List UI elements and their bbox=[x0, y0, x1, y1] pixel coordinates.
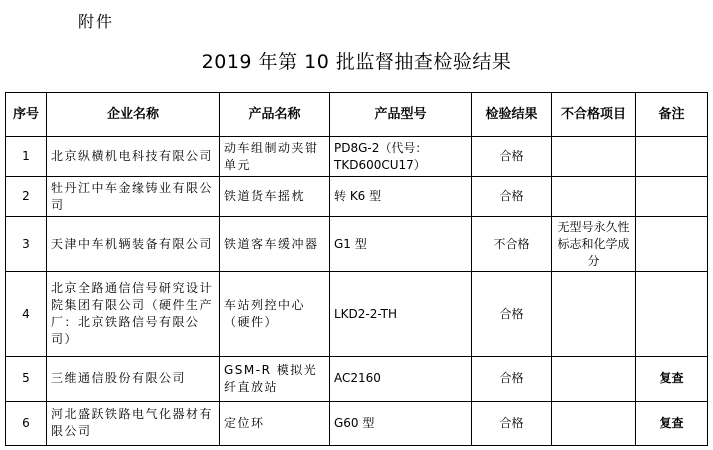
header-defect: 不合格项目 bbox=[552, 93, 636, 137]
cell-no: 2 bbox=[6, 177, 47, 216]
cell-company: 河北盛跃铁路电气化器材有限公司 bbox=[47, 401, 220, 445]
cell-result: 不合格 bbox=[472, 216, 552, 272]
cell-model: PD8G-2（代号：TKD600CU17） bbox=[330, 137, 472, 177]
cell-company: 北京纵横机电科技有限公司 bbox=[47, 137, 220, 177]
cell-no: 3 bbox=[6, 216, 47, 272]
cell-result: 合格 bbox=[472, 177, 552, 216]
cell-remark bbox=[636, 216, 708, 272]
cell-defect bbox=[552, 177, 636, 216]
document-title: 2019 年第 10 批监督抽查检验结果 bbox=[201, 51, 512, 73]
header-model: 产品型号 bbox=[330, 93, 472, 137]
cell-company: 三维通信股份有限公司 bbox=[47, 357, 220, 401]
table-row bbox=[6, 216, 708, 272]
cell-model: G1 型 bbox=[330, 216, 472, 272]
cell-result: 合格 bbox=[472, 272, 552, 357]
cell-product: 动车组制动夹钳单元 bbox=[220, 137, 330, 177]
table-row bbox=[6, 137, 708, 177]
cell-no: 5 bbox=[6, 357, 47, 401]
cell-defect: 无型号永久性标志和化学成分 bbox=[552, 216, 636, 272]
cell-defect bbox=[552, 357, 636, 401]
cell-no: 1 bbox=[6, 137, 47, 177]
header-company: 企业名称 bbox=[47, 93, 220, 137]
cell-company: 牡丹江中车金缘铸业有限公司 bbox=[47, 177, 220, 216]
cell-result: 合格 bbox=[472, 401, 552, 445]
attachment-label: 附件 bbox=[78, 12, 115, 31]
cell-remark bbox=[636, 272, 708, 357]
cell-no: 6 bbox=[6, 401, 47, 445]
table-row bbox=[6, 357, 708, 401]
cell-product: 车站列控中心（硬件） bbox=[220, 272, 330, 357]
cell-model: LKD2-2-TH bbox=[330, 272, 472, 357]
cell-product: 铁道货车摇枕 bbox=[220, 177, 330, 216]
cell-defect bbox=[552, 272, 636, 357]
inspection-results-table bbox=[5, 92, 708, 446]
table-header-row bbox=[6, 93, 708, 137]
cell-product: 铁道客车缓冲器 bbox=[220, 216, 330, 272]
table-row bbox=[6, 401, 708, 445]
header-result: 检验结果 bbox=[472, 93, 552, 137]
header-product: 产品名称 bbox=[220, 93, 330, 137]
cell-remark bbox=[636, 177, 708, 216]
table-row bbox=[6, 272, 708, 357]
cell-defect bbox=[552, 401, 636, 445]
cell-no: 4 bbox=[6, 272, 47, 357]
cell-company: 北京全路通信信号研究设计院集团有限公司（硬件生产厂：北京铁路信号有限公司） bbox=[47, 272, 220, 357]
cell-model: G60 型 bbox=[330, 401, 472, 445]
header-remark: 备注 bbox=[636, 93, 708, 137]
header-no: 序号 bbox=[6, 93, 47, 137]
cell-model: 转 K6 型 bbox=[330, 177, 472, 216]
cell-remark bbox=[636, 137, 708, 177]
cell-product: 定位环 bbox=[220, 401, 330, 445]
cell-result: 合格 bbox=[472, 357, 552, 401]
cell-remark: 复查 bbox=[636, 401, 708, 445]
cell-product: GSM-R 模拟光纤直放站 bbox=[220, 357, 330, 401]
cell-result: 合格 bbox=[472, 137, 552, 177]
cell-model: AC2160 bbox=[330, 357, 472, 401]
cell-defect bbox=[552, 137, 636, 177]
cell-remark: 复查 bbox=[636, 357, 708, 401]
table-row bbox=[6, 177, 708, 216]
cell-company: 天津中车机辆装备有限公司 bbox=[47, 216, 220, 272]
